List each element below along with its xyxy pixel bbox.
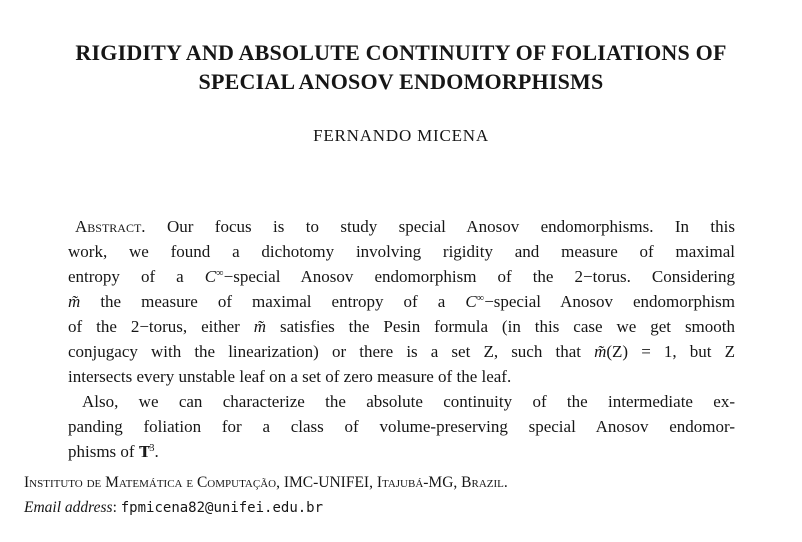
paper-title-line-1: RIGIDITY AND ABSOLUTE CONTINUITY OF FOLIATIONS OF <box>75 40 727 65</box>
abstract-block <box>68 214 735 464</box>
text-segment: : <box>112 499 121 516</box>
text-line <box>68 264 735 289</box>
text-line <box>68 389 735 414</box>
text-segment-it: m̃ <box>253 317 267 336</box>
text-segment: Our focus is to study special Anosov endomorphisms. In this <box>145 217 735 236</box>
text-line <box>68 214 735 239</box>
text-segment-it: Email address <box>24 499 113 516</box>
text-line <box>24 470 784 495</box>
text-line <box>68 364 735 389</box>
text-line <box>68 289 735 314</box>
text-segment: panding foliation for a class of volume-preserving special Anosov endomor- <box>68 417 735 436</box>
author-name: FERNANDO MICENA <box>313 126 489 145</box>
text-segment: −special Anosov endomorphism <box>484 292 736 311</box>
footer-affiliation-block <box>24 470 784 520</box>
text-segment: (Z) = 1, but Z <box>606 342 735 361</box>
text-segment-it: C <box>204 267 217 286</box>
text-line <box>68 314 735 339</box>
text-segment: the measure of maximal entropy of a <box>80 292 466 311</box>
text-segment: . <box>154 442 159 461</box>
text-segment: satisfies the Pesin formula (in this case we get smooth <box>266 317 736 336</box>
text-segment: work, we found a dichotomy involving rigidity and measure of maximal <box>68 242 735 261</box>
text-segment-sc: Abstract. <box>75 217 146 236</box>
paper-title-line-2: SPECIAL ANOSOV ENDOMORPHISMS <box>198 69 604 94</box>
text-segment-it: m̃ <box>594 342 607 361</box>
text-line <box>24 495 784 520</box>
text-segment-it: m̃ <box>68 292 81 311</box>
text-segment: entropy of a <box>68 267 205 286</box>
text-segment: phisms of <box>68 442 139 461</box>
text-segment-bb: T T <box>139 439 149 464</box>
text-segment-sc: Instituto de Matemática e Computação, IMC-UNIFEI, Itajubá-MG, Brazil. <box>24 474 508 491</box>
text-segment-it: C <box>465 292 477 311</box>
text-segment-sup: ∞ <box>476 293 485 305</box>
text-segment: Also, we can characterize the absolute continuity of the intermediate ex- <box>82 392 735 411</box>
text-segment: of the 2−torus, either <box>68 317 254 336</box>
paper-title <box>0 38 802 96</box>
text-line <box>68 439 735 464</box>
text-segment-sup: 3 <box>149 443 155 455</box>
text-segment: −special Anosov endomorphism of the 2−torus. Considering <box>223 267 736 286</box>
text-segment-sup: ∞ <box>216 268 224 280</box>
text-segment: conjugacy with the linearization) or there is a set Z, such that <box>68 342 595 361</box>
text-line <box>68 339 735 364</box>
text-segment-mono: fpmicena82@unifei.edu.br <box>120 500 324 516</box>
text-segment: intersects every unstable leaf on a set of zero measure of the leaf. <box>68 367 512 386</box>
text-line <box>68 414 735 439</box>
text-line <box>68 239 735 264</box>
